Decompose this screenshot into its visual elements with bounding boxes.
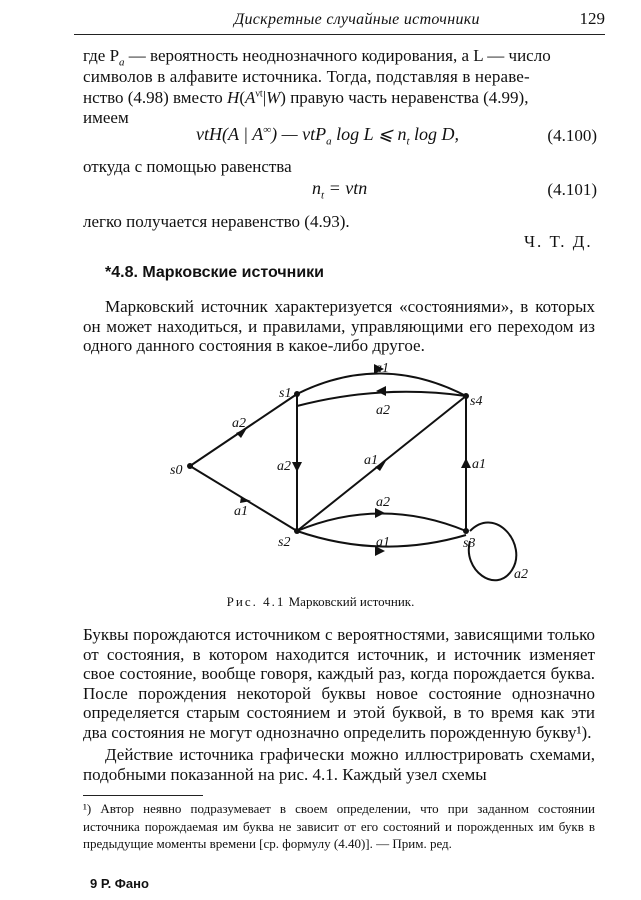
node-s4-label: s4	[470, 394, 483, 409]
qed-mark: Ч. Т. Д.	[524, 232, 593, 251]
edge-label-s2-s3-top: a2	[376, 495, 390, 510]
intro-line-3a: нство (4.98) вместо	[83, 88, 223, 107]
intro-line-1b: — вероятность неоднозначного кодирования, а L — число	[128, 46, 551, 65]
equation-4-100-number: (4.100)	[547, 126, 597, 145]
intro-line-1a: где P	[83, 46, 120, 65]
node-s2-label: s2	[278, 535, 291, 550]
figure-caption	[0, 594, 641, 610]
node-s1-label: s1	[279, 386, 292, 401]
edge-label-s1-s4-top: a1	[375, 361, 389, 376]
edge-label-s2-s3-bottom: a1	[376, 535, 390, 550]
arrow-s4-s1-bottom	[376, 386, 386, 396]
equation-4-101-number: (4.101)	[547, 180, 597, 199]
paragraph-3: Действие источника графически можно иллюстрировать схемами, подобными показанной на рис. 4.1. Каждый узел схемы	[83, 745, 595, 784]
arrow-s3-s4	[461, 458, 471, 468]
edge-s2-s3-top	[297, 514, 466, 532]
section-paragraph: Марковский источник характеризуется «состояниями», в которых он может находиться, и правилами, управляющими его переходом из одного данного состояния в какое-либо другое.	[83, 297, 595, 355]
footnote: ¹) Автор неявно подразумевает в своем определении, что при заданном состоянии источника порождаемая им буква не зависит от его состояний и порожденных им букв в предыдущие моменты времени [ср. формулу (4.40)]. — Прим. ред.	[83, 801, 595, 851]
running-title: Дискретные случайные источники	[234, 11, 480, 28]
intro-line-2: символов в алфавите источника. Тогда, подставляя в нераве-	[83, 67, 530, 86]
node-s3-dot	[463, 528, 469, 534]
figure-caption-text: Марковский источник.	[288, 594, 415, 609]
node-s2-dot	[294, 528, 300, 534]
conclusion-text: легко получается неравенство (4.93).	[83, 212, 350, 231]
equation-4-101: $n_t = \nu tn$	[312, 178, 368, 202]
edge-label-s0-s1: a2	[232, 416, 246, 431]
mid-text: откуда с помощью равенства	[83, 157, 292, 176]
edge-s3-self-loop	[469, 523, 516, 581]
edge-label-s0-s2: a1	[234, 504, 248, 519]
node-s3-label: s3	[463, 536, 476, 551]
paragraph-2: Буквы порождаются источником с вероятностями, зависящими только от состояния, в котором находится источник, и источник изменяет свое состояние, вообще говоря, каждый раз, когда порождается буква. После порождения некоторой буквы новое состояние однозначно определяется старым состоянием и этой буквой, в то время как эти два состояния не могут однозначно определить порожденную букву¹).	[83, 625, 595, 742]
edge-label-s3-s4: a1	[472, 457, 486, 472]
equation-4-100: νtH(A | A∞) — νtP$_a$ log L ⩽ $n_t$ log D,	[196, 124, 460, 148]
book-page: Дискретные случайные источники 129 где $P_a$ — вероятность неоднозначного кодирования, а L — число символов в алфавите источника. Тогда, подставляя в нераве- нство (4.98) вместо $H(A^{\nu t}|W)$ правую часть неравенства (4.99), имеем νtH(A | A∞) — νtP$_a$ log L ⩽ $n_t$ log D, (4.100) откуда с помощью равенства $n_t = \nu tn$ (4.101) легко получается неравенство (4.93). Ч. Т. Д. *4.8. Марковские источники Марковский источник характеризуется «состояниями», в которых он может находиться, и правилами, управляющими его переходом из одного данного состояния в какое-либо другое. s0 s1 s2 s3 s4 a1 a2 a2 a2 a1 a1 a1 a2 a1 a2 Рис. 4.1 Марковский источник. Буквы порождаются источником с вероятностями, зависящими только от состояния, в котором находится источник, и источник изменяет свое состояние, вообще говоря, каждый раз, когда порождается буква. После порождения некоторой буквы новое состояние однозначно определяется старым состоянием и этой буквой, в то время как эти два состояния не могут однозначно определить порожденную букву¹). Действие источника графически можно иллюстрировать схемами, подобными показанной на рис. 4.1. Каждый узел схемы ¹) Автор неявно подразумевает в своем определении, что при заданном состоянии источника порождаемая им буква не зависит от его состояний и порожденных им букв в предыдущие моменты времени [ср. формулу (4.40)]. — Прим. ред. 9 Р. Фано	[0, 0, 641, 900]
intro-line-4: имеем	[83, 108, 129, 127]
footnote-divider	[83, 795, 203, 796]
arrow-s1-s2	[292, 462, 302, 472]
section-heading: *4.8. Марковские источники	[105, 264, 325, 281]
edge-label-s3-self-loop: a2	[514, 567, 528, 582]
node-s0-label: s0	[170, 463, 183, 478]
node-s4-dot	[463, 393, 469, 399]
edge-label-s4-s1-bottom: a2	[376, 403, 390, 418]
edge-label-s2-s4: a1	[364, 453, 378, 468]
signature-footer: 9 Р. Фано	[90, 876, 149, 891]
page-number: 129	[579, 9, 605, 28]
node-s1-dot	[294, 391, 300, 397]
node-s0-dot	[187, 463, 193, 469]
edge-label-s1-s2: a2	[277, 459, 291, 474]
figure-caption-label: Рис. 4.1	[226, 594, 286, 609]
intro-line-3b: правую часть неравенства (4.99),	[290, 88, 529, 107]
